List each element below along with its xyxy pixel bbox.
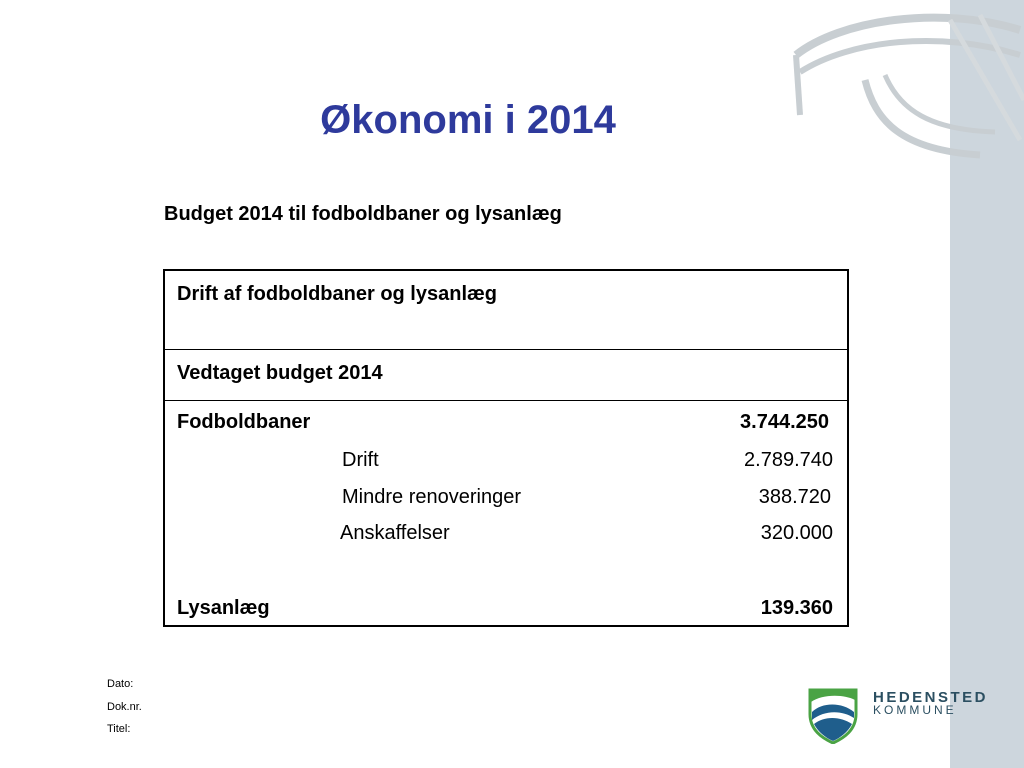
budget-table: [163, 269, 849, 627]
row-value-anskaffelser: 320.000: [760, 522, 833, 544]
table-subheader: Vedtaget budget 2014: [177, 362, 383, 384]
table-header-row: [165, 271, 847, 350]
row-label-fodboldbaner: Fodboldbaner: [177, 411, 311, 433]
brand-name-line1: HEDENSTED: [873, 689, 989, 706]
hedensted-shield-logo-icon: [808, 688, 858, 744]
brand-name-line2: KOMMUNE: [873, 703, 957, 717]
row-value-mindre-renoveringer: 388.720: [758, 486, 831, 508]
row-value-lysanlaeg: 139.360: [760, 597, 833, 619]
row-label-drift: Drift: [342, 449, 379, 471]
slide-subtitle: Budget 2014 til fodboldbaner og lysanlæg: [164, 203, 562, 225]
footer-titel-label: Titel:: [107, 723, 131, 735]
footer-dato-label: Dato:: [107, 678, 134, 690]
table-subheader-row: [165, 350, 847, 401]
row-label-anskaffelser: Anskaffelser: [340, 522, 450, 544]
table-header: Drift af fodboldbaner og lysanlæg: [177, 283, 498, 305]
row-value-fodboldbaner: 3.744.250: [740, 411, 829, 433]
row-label-mindre-renoveringer: Mindre renoveringer: [342, 486, 521, 508]
row-label-lysanlaeg: Lysanlæg: [177, 597, 270, 619]
footer-doknr-label: Dok.nr.: [107, 701, 142, 713]
slide-title: Økonomi i 2014: [320, 98, 616, 142]
row-value-drift: 2.789.740: [744, 449, 833, 471]
